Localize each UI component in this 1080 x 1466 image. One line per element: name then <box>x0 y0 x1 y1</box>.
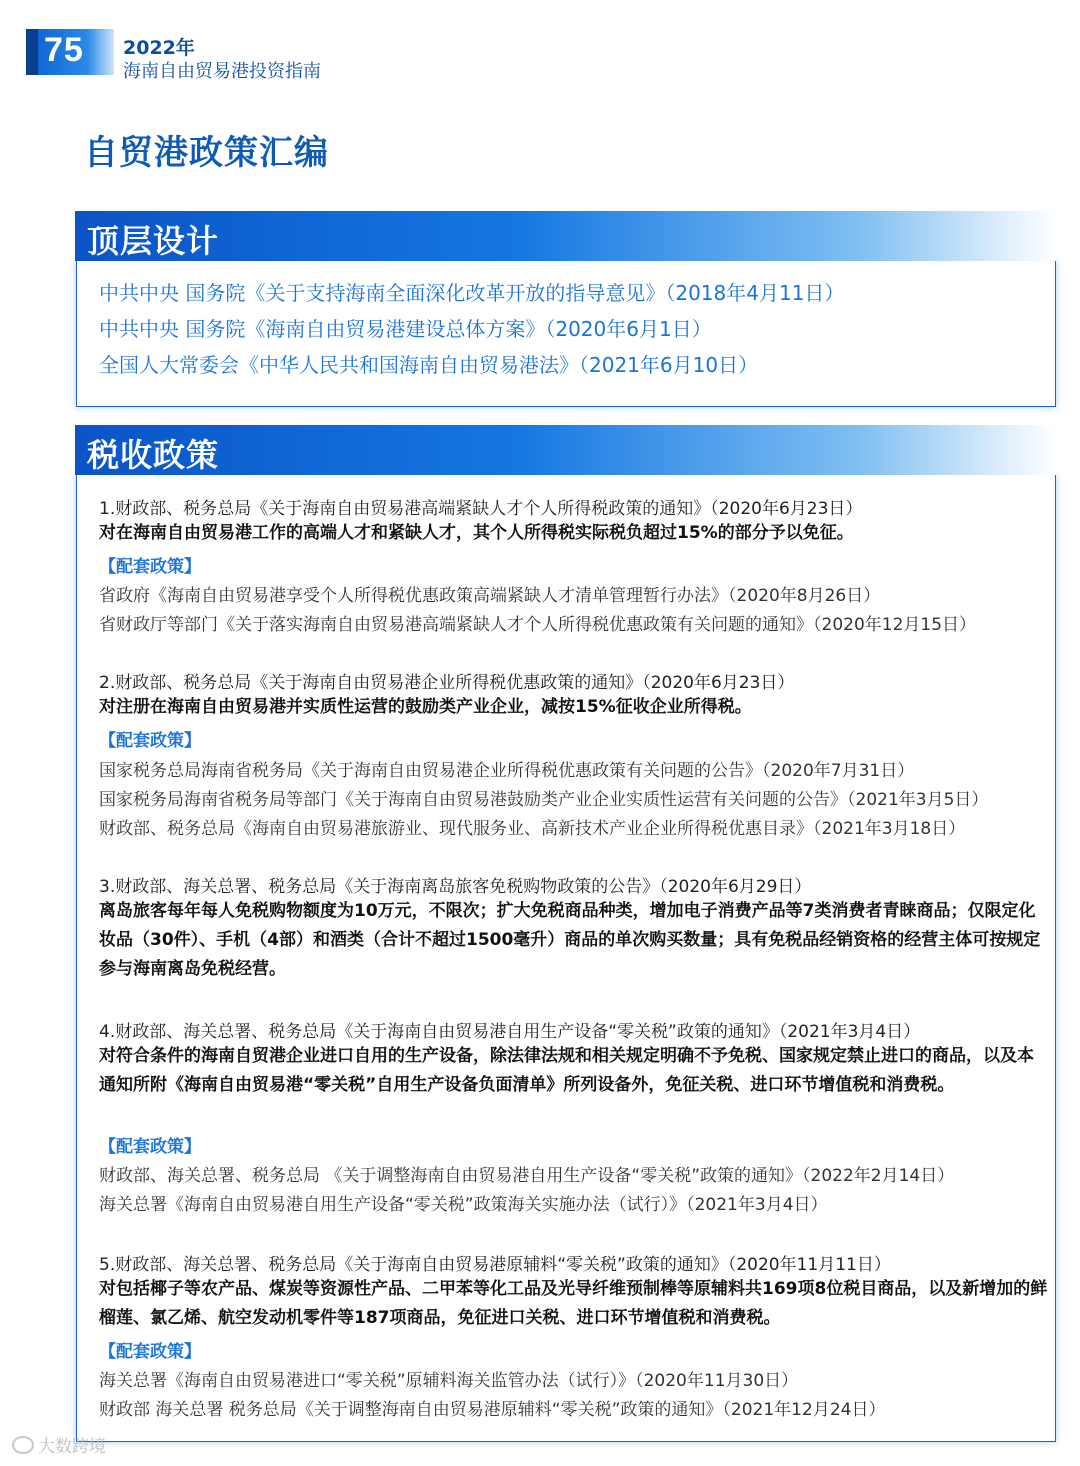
section-heading: 顶层设计 <box>87 222 220 260</box>
policy-desc-1: 对在海南自由贸易港工作的高端人才和紧缺人才，其个人所得税实际税负超过15%的部分予以免征。 <box>99 523 854 543</box>
policy-title-2: 2.财政部、税务总局《关于海南自由贸易港企业所得税优惠政策的通知》（2020年6月23日） <box>99 673 795 693</box>
policy-title-4: 4.财政部、海关总署、税务总局《关于海南自由贸易港自用生产设备“零关税”政策的通知》（2021年3月4日） <box>99 1022 921 1042</box>
top-design-doc-3[interactable]: 全国人大常委会《中华人民共和国海南自由贸易港法》（2021年6月10日） <box>99 353 759 377</box>
badge-accent <box>26 29 38 75</box>
support-policy: 海关总署《海南自由贸易港进口“零关税”原辅料海关监管办法（试行）》（2020年11月30日） <box>99 1371 799 1391</box>
header-year: 2022年 <box>123 37 195 59</box>
policy-title-3: 3.财政部、海关总署、税务总局《关于海南离岛旅客免税购物政策的公告》（2020年6月29日） <box>99 877 812 897</box>
watermark-logo-icon <box>12 1436 34 1454</box>
support-label: 【配套政策】 <box>99 1137 201 1157</box>
page-number: 75 <box>44 31 84 69</box>
support-policy: 国家税务总局海南省税务局《关于海南自由贸易港企业所得税优惠政策有关问题的公告》（2020年7月31日） <box>99 761 915 781</box>
policy-desc-5: 对包括椰子等农产品、煤炭等资源性产品、二甲苯等化工品及光导纤维预制棒等原辅料共169项8位税目商品，以及新增加的鲜榴莲、氯乙烯、航空发动机零件等187项商品，免征进口关税、进口环节增值税和消费税。 <box>99 1279 1048 1328</box>
watermark-text: 大数跨境 <box>38 1437 106 1457</box>
support-policy: 财政部 海关总署 税务总局《关于调整海南自由贸易港原辅料“零关税”政策的通知》（2021年12月24日） <box>99 1400 886 1420</box>
section-heading: 税收政策 <box>87 436 220 474</box>
policy-title-5: 5.财政部、海关总署、税务总局《关于海南自由贸易港原辅料“零关税”政策的通知》（2020年11月11日） <box>99 1255 891 1275</box>
support-label: 【配套政策】 <box>99 557 201 577</box>
policy-title-1: 1.财政部、税务总局《关于海南自由贸易港高端紧缺人才个人所得税政策的通知》（2020年6月23日） <box>99 499 863 519</box>
support-label: 【配套政策】 <box>99 731 201 751</box>
top-design-header <box>75 211 1056 261</box>
page-title: 自贸港政策汇编 <box>84 133 329 173</box>
support-policy: 省政府《海南自由贸易港享受个人所得税优惠政策高端紧缺人才清单管理暂行办法》（2020年8月26日） <box>99 586 881 606</box>
top-design-doc-2[interactable]: 中共中央 国务院《海南自由贸易港建设总体方案》（2020年6月1日） <box>99 317 712 341</box>
header-publication: 海南自由贸易港投资指南 <box>123 61 321 82</box>
top-design-doc-1[interactable]: 中共中央 国务院《关于支持海南全面深化改革开放的指导意见》（2018年4月11日） <box>99 281 845 305</box>
support-policy: 海关总署《海南自由贸易港自用生产设备“零关税”政策海关实施办法（试行）》（2021年3月4日） <box>99 1195 828 1215</box>
tax-policy-header <box>75 425 1056 475</box>
support-policy: 国家税务局海南省税务局等部门《关于海南自由贸易港鼓励类产业企业实质性运营有关问题的公告》（2021年3月5日） <box>99 790 989 810</box>
support-label: 【配套政策】 <box>99 1342 201 1362</box>
policy-desc-2: 对注册在海南自由贸易港并实质性运营的鼓励类产业企业，减按15%征收企业所得税。 <box>99 697 752 717</box>
support-policy: 财政部、税务总局《海南自由贸易港旅游业、现代服务业、高新技术产业企业所得税优惠目录》（2021年3月18日） <box>99 819 966 839</box>
policy-desc-3: 离岛旅客每年每人免税购物额度为10万元，不限次；扩大免税商品种类，增加电子消费产品等7类消费者青睐商品；仅限定化妆品（30件）、手机（4部）和酒类（合计不超过1500毫升）商品的单次购买数量；具有免税品经销资格的经营主体可按规定参与海南离岛免税经营。 <box>99 901 1041 979</box>
policy-desc-4: 对符合条件的海南自贸港企业进口自用的生产设备，除法律法规和相关规定明确不予免税、国家规定禁止进口的商品，以及本通知所附《海南自由贸易港“零关税”自用生产设备负面清单》所列设备外，免征关税、进口环节增值税和消费税。 <box>99 1046 1034 1095</box>
support-policy: 财政部、海关总署、税务总局 《关于调整海南自由贸易港自用生产设备“零关税”政策的通知》（2022年2月14日） <box>99 1166 955 1186</box>
support-policy: 省财政厅等部门《关于落实海南自由贸易港高端紧缺人才个人所得税优惠政策有关问题的通知》（2020年12月15日） <box>99 615 977 635</box>
